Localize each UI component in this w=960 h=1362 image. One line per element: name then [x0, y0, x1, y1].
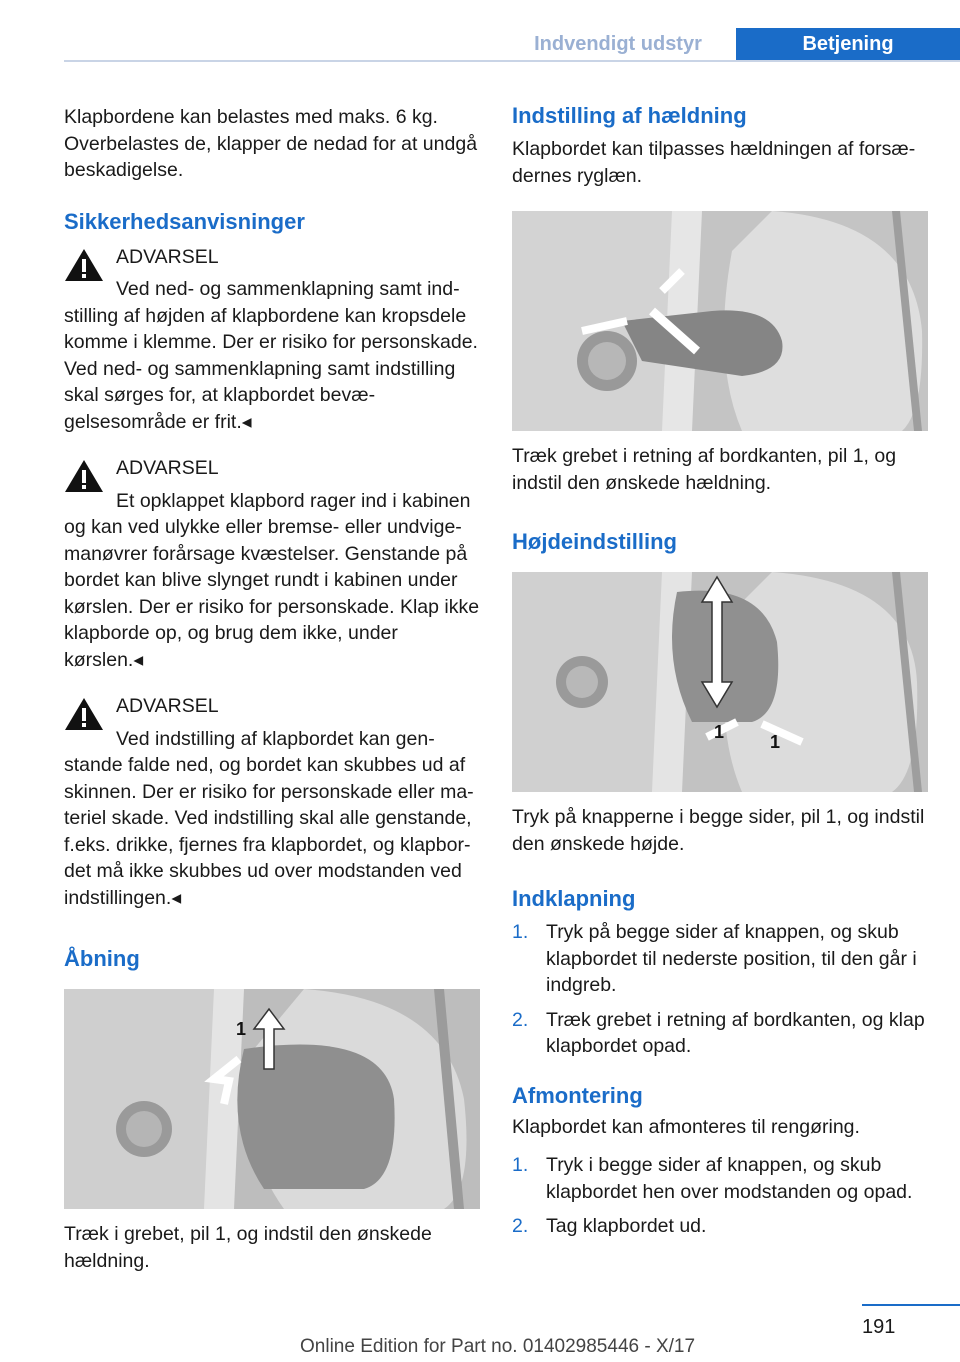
header-rule: [64, 60, 960, 62]
warning-label: ADVARSEL: [116, 695, 219, 717]
warning-block-1: [64, 244, 482, 436]
step-text: Tag klapbordet ud.: [546, 1215, 707, 1237]
list-item: [512, 919, 932, 999]
safety-heading: Sikkerhedsanvisninger: [64, 208, 305, 234]
warning-label: ADVARSEL: [116, 245, 219, 268]
remove-steps-list: [512, 1152, 932, 1240]
remove-heading: Afmontering: [512, 1082, 643, 1108]
arrow-number-label: 1: [236, 1019, 247, 1039]
list-item: [512, 1213, 932, 1240]
list-item: [512, 1007, 932, 1060]
warning-triangle-icon: [64, 459, 104, 493]
warning-text: Et opklappet klapbord rager ind i kabinen og kan ved ulykke eller bremse- eller undvigemanøvrer forårsage kvæstelser. Genstande på bordet kan blive slynget rundt i kabinen under kørslen. Der er risiko for personskade. Klap ikke klapborde op, og brug dem ikke, under kørslen.◂: [64, 489, 480, 671]
tilt-caption: Træk grebet i retning af bordkanten, pil 1, og indstil den ønskede hældning.: [512, 445, 897, 494]
warning-text: Ved ned- og sammenklapning samt indstilling af højden af klapbordene kan kropsdele komme i klemme. Der er risiko for personskade. Ved ned- og sammenklapning samt indstilling skal sørges for, at klapbordet bevægelsesområde er frit.◂: [64, 278, 478, 433]
warning-triangle-icon: [64, 248, 104, 282]
footer-rule: [862, 1304, 960, 1306]
height-caption: Tryk på knapperne i begge sider, pil 1, og indstil den ønskede højde.: [512, 806, 925, 855]
opening-heading: Åbning: [64, 946, 140, 971]
tilt-illustration: [512, 211, 928, 431]
step-text: Tryk i begge sider af knappen, og skub klapbordet hen over modstanden og opad.: [546, 1154, 913, 1203]
fold-steps-list: [512, 919, 932, 1060]
tilt-heading: Indstilling af hældning: [512, 103, 747, 128]
step-number: 2.: [512, 1008, 529, 1031]
warning-label: ADVARSEL: [116, 457, 219, 479]
arrow-number-label: 1: [770, 732, 781, 752]
page-number: 191: [862, 1316, 896, 1338]
header-section-tab: Indvendigt udstyr: [500, 28, 736, 61]
step-number: 1.: [512, 1154, 529, 1176]
height-illustration: [512, 572, 928, 792]
right-column: [512, 100, 932, 1248]
step-number: 1.: [512, 921, 529, 943]
opening-caption: Træk i grebet, pil 1, og indstil den ønskede hældning.: [64, 1223, 432, 1272]
warning-block-3: [64, 693, 482, 911]
intro-paragraph: Klapbordene kan belastes med maks. 6 kg. Overbelastes de, klapper de nedad for at undgå beskadigelse.: [64, 106, 478, 181]
warning-triangle-icon: [64, 697, 104, 731]
step-number: 2.: [512, 1215, 529, 1237]
fold-heading: Indklapning: [512, 886, 636, 911]
left-column: [64, 100, 482, 1274]
height-heading: Højdeindstilling: [512, 529, 677, 554]
warning-text: Ved indstilling af klapbordet kan genstande falde ned, og bordet kan skubbes ud af skinnen. Der er risiko for personskade eller materiel skade. Ved indstilling skal alle genstande, f.eks. drikke, fjernes fra klapbordet, og klapbordet må ikke skubbes ud over modstanden ved indstillingen.◂: [64, 727, 474, 909]
step-text: Træk grebet i retning af bordkanten, og klap klapbordet opad.: [546, 1008, 925, 1057]
edition-text: Online Edition for Part no. 01402985446 - X/17: [300, 1336, 696, 1357]
step-text: Tryk på begge sider af knappen, og skub klapbordet til nederste position, til den går i indgreb.: [546, 921, 917, 996]
warning-block-2: [64, 455, 482, 673]
tilt-text: Klapbordet kan tilpasses hældningen af forsædernes ryglæn.: [512, 138, 916, 187]
opening-illustration: [64, 989, 480, 1209]
remove-text: Klapbordet kan afmonteres til rengøring.: [512, 1115, 860, 1138]
arrow-number-label: 1: [714, 722, 725, 742]
list-item: [512, 1152, 932, 1205]
header-chapter-tab: Betjening: [736, 28, 960, 61]
